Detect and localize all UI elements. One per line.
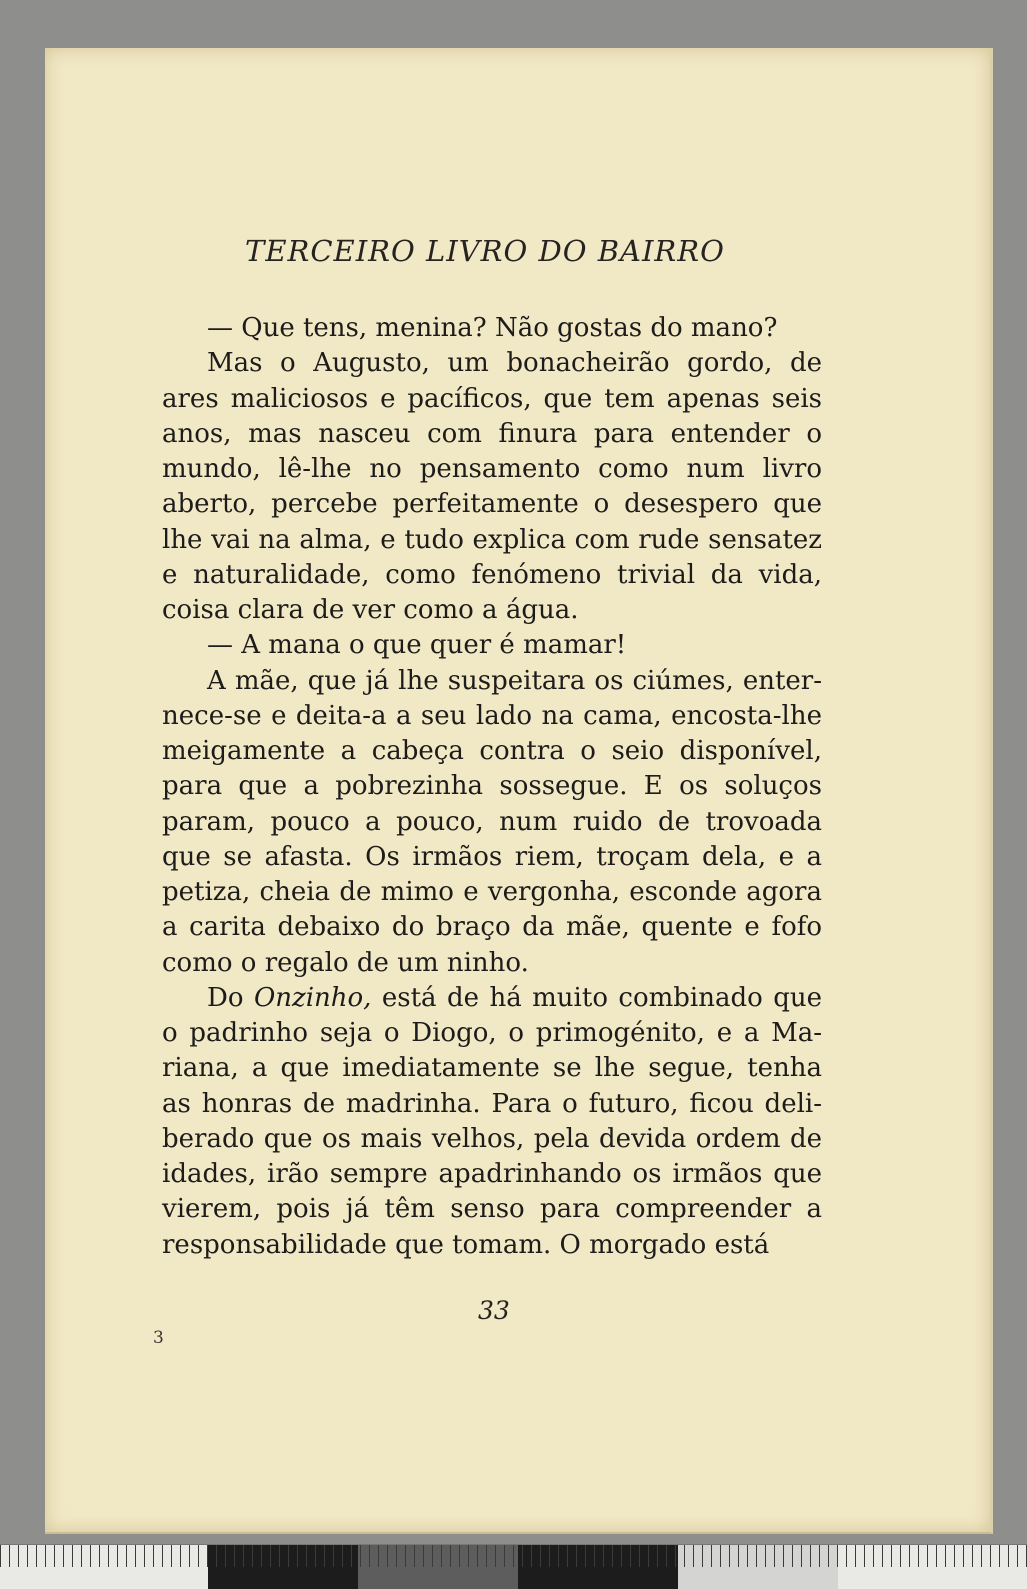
paragraph: — Que tens, menina? Não gostas do mano? [207,313,778,343]
paragraph: — A mana o que quer é mamar! [207,630,627,661]
paragraph: Mas o Augusto, um bonacheirão gordo, de ares maliciosos e pacíficos, que tem apenas seis anos, mas nasceu com finura para entender o mundo, lê-lhe no pensamento como num livro aberto, percebe perfeitamente o desespero que lhe vai na alma, e tudo explica com rude sensatez e naturalidade, como fenómeno trivial da vida, coisa clara de ver como a água. [162,348,822,625]
signature-mark: 3 [153,1328,164,1348]
page-number: 33 [478,1296,510,1325]
paragraph-lead: Do [207,982,254,1013]
running-head: TERCEIRO LIVRO DO BAIRRO [245,234,725,268]
paragraph-rest: está de há muito combinado que o padrinho seja o Diogo, o primogénito, e a Ma-riana, a que imediatamente se lhe segue, tenha as honras de madrinha. Para o futuro, ficou deli-berado que os mais velhos, pela devida ordem de idades, irão sempre apadrinhando os irmãos que vierem, pois já têm senso para compreender a responsabilidade que tomam. O morgado está [162,982,823,1260]
ruler-ticks [0,1545,1027,1567]
paragraph: A mãe, que já lhe suspeitara os ciúmes, enter-nece-se e deita-a a seu lado na cama, encosta-lhe meigamente a cabeça contra o seio disponível, para que a pobrezinha sossegue. E os soluços param, pouco a pouco, num ruido de trovoada que se afasta. Os irmãos riem, troçam dela, e a petiza, cheia de mimo e vergonha, esconde agora a carita debaixo do braço da mãe, quente e fofo como o regalo de um ninho. [162,665,822,978]
body-text [162,311,822,1263]
paragraph-last [162,981,822,1263]
book-page [45,48,993,1534]
scale-ruler [0,1544,1027,1589]
italic-title: Onzinho, [253,982,372,1013]
